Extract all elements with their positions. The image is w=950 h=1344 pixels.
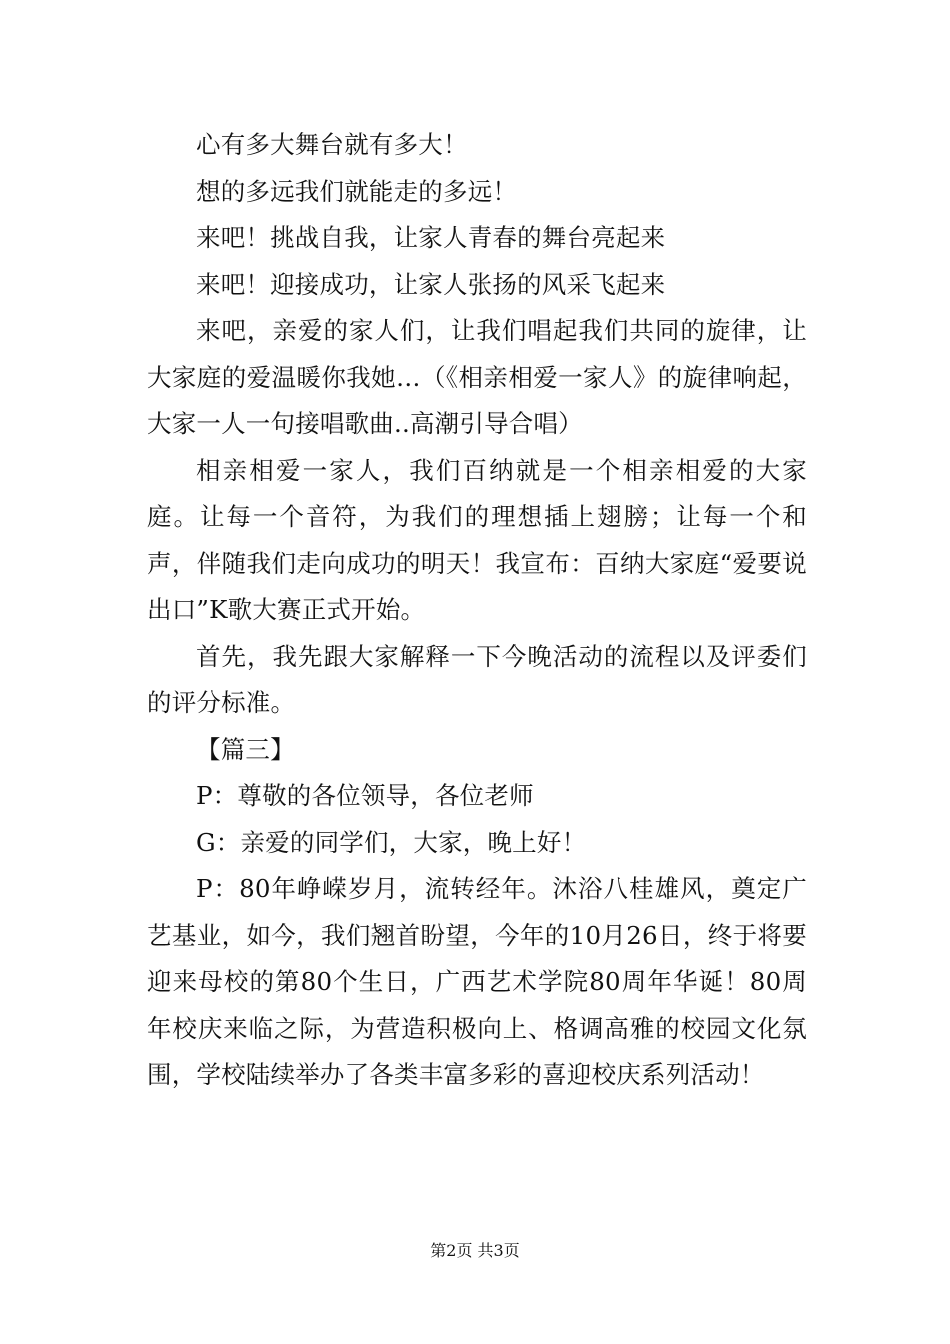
section-heading: 【篇三】 — [196, 734, 295, 764]
paragraph: 首先，我先跟大家解释一下今晚活动的流程以及评委们的评分标准。 — [147, 641, 807, 717]
paragraph: 想的多远我们就能走的多远！ — [196, 176, 518, 206]
paragraph: P：尊敬的各位领导，各位老师 — [196, 781, 534, 810]
document-body — [147, 122, 807, 1099]
paragraph: 来吧，亲爱的家人们，让我们唱起我们共同的旋律，让大家庭的爱温暖你我她…（《相亲相爱一家人》的旋律响起，大家一人一句接唱歌曲..高潮引导合唱） — [147, 316, 807, 438]
page-number-footer: 第2页 共3页 — [430, 1241, 520, 1260]
paragraph: 心有多大舞台就有多大！ — [196, 130, 468, 159]
paragraph: G：亲爱的同学们，大家，晚上好！ — [196, 827, 587, 857]
paragraph: 来吧！迎接成功，让家人张扬的风采飞起来 — [196, 269, 666, 299]
paragraph: P：80年峥嵘岁月，流转经年。沐浴八桂雄风，奠定广艺基业，如今，我们翘首盼望，今年的10月26日，终于将要迎来母校的第80个生日，广西艺术学院80周年华诞！80周年校庆来临之际，为营造积极向上、格调高雅的校园文化氛围，学校陆续举办了各类丰富多彩的喜迎校庆系列活动！ — [147, 874, 807, 1089]
paragraph: 相亲相爱一家人，我们百纳就是一个相亲相爱的大家庭。让每一个音符，为我们的理想插上翅膀；让每一个和声，伴随我们走向成功的明天！我宣布：百纳大家庭“爱要说出口”K歌大赛正式开始。 — [147, 455, 807, 624]
paragraph: 来吧！挑战自我，让家人青春的舞台亮起来 — [196, 223, 666, 252]
